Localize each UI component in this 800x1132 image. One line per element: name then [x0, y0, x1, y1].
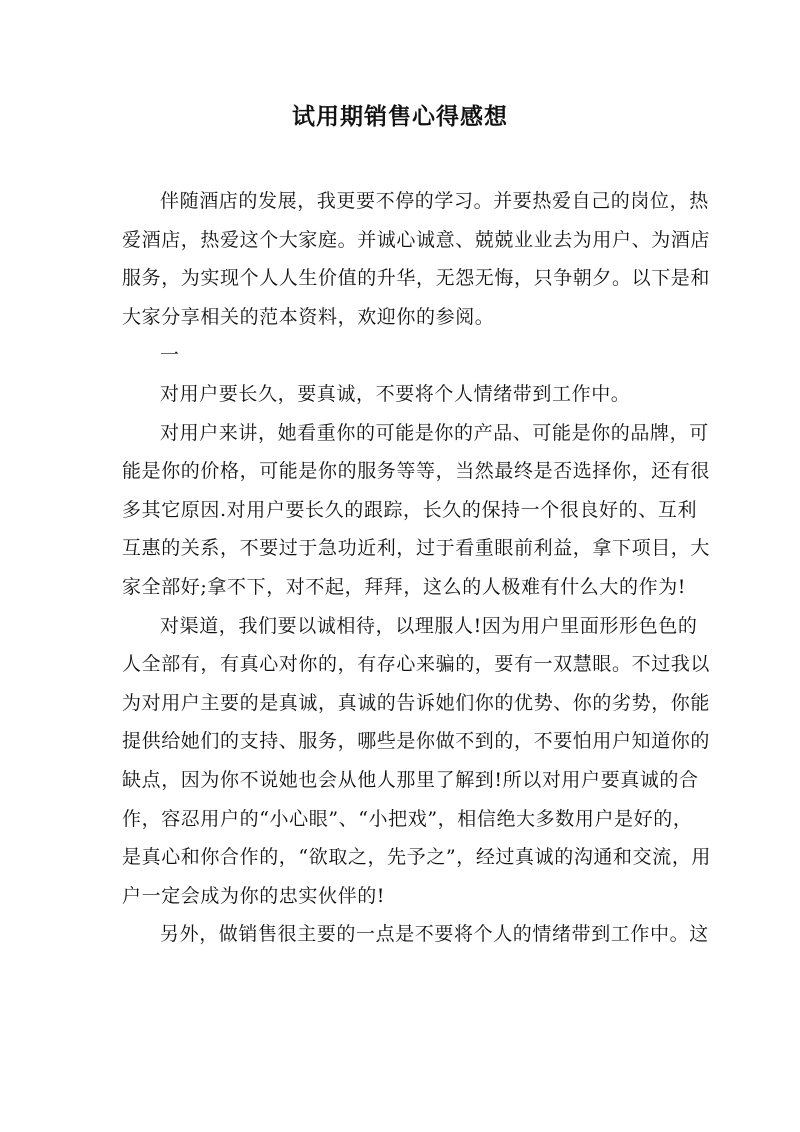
text-line: 大家分享相关的范本资料，欢迎你的参阅。 [122, 305, 495, 328]
text-line: 提供给她们的支持、服务，哪些是你做不到的，不要怕用户知道你的 [122, 730, 711, 753]
text-line: 对用户来讲，她看重你的可能是你的产品、可能是你的品牌，可 [160, 421, 709, 444]
paragraph-emotions [122, 915, 709, 954]
text-line: 多其它原因.对用户要长久的跟踪，长久的保持一个很良好的、互利 [122, 498, 698, 521]
text-line: 对用户要长久，要真诚，不要将个人情绪带到工作中。 [160, 382, 631, 405]
text-line: 家全部好;拿不下，对不起，拜拜，这么的人极难有什么大的作为! [122, 575, 687, 598]
text-line: 缺点，因为你不说她也会从他人那里了解到!所以对用户要真诚的合 [122, 768, 699, 791]
text-line: 户一定会成为你的忠实伙伴的! [122, 884, 386, 907]
text-line: 互惠的关系，不要过于急功近利，过于看重眼前利益，拿下项目，大 [122, 537, 711, 560]
text-line: 能是你的价格，可能是你的服务等等，当然最终是否选择你，还有很 [122, 460, 711, 483]
text-line: 作，容忍用户的“小心眼”、“小把戏”，相信绝大多数用户是好的， [122, 807, 693, 830]
text-line: 伴随酒店的发展，我更要不停的学习。并要热爱自己的岗位，热 [160, 190, 709, 212]
paragraph-point [122, 375, 687, 414]
section-marker [122, 336, 687, 375]
paragraph-channels [122, 607, 712, 916]
text-line: 人全部有，有真心对你的，有存心来骗的，要有一双慧眼。不过我以 [122, 653, 711, 676]
text-line: 爱酒店，热爱这个大家庭。并诚心诚意、兢兢业业去为用户、为酒店 [122, 228, 711, 251]
text-line: 服务，为实现个人人生价值的升华，无怨无悔，只争朝夕。以下是和 [122, 267, 711, 290]
paragraph-intro [122, 182, 711, 336]
text-line: 另外，做销售很主要的一点是不要将个人的情绪带到工作中。这 [160, 923, 709, 946]
text-line: 是真心和你合作的，“欲取之，先予之”，经过真诚的沟通和交流，用 [122, 846, 712, 869]
text-line: 为对用户主要的是真诚，真诚的告诉她们你的优势、你的劣势，你能 [122, 691, 711, 714]
paragraph-customers [122, 414, 711, 607]
text-line: 对渠道，我们要以诚相待，以理服人!因为用户里面形形色色的 [160, 614, 698, 637]
document-title: 试用期销售心得感想 [292, 103, 508, 130]
document-body [122, 182, 712, 954]
text-line: 一 [160, 344, 180, 367]
